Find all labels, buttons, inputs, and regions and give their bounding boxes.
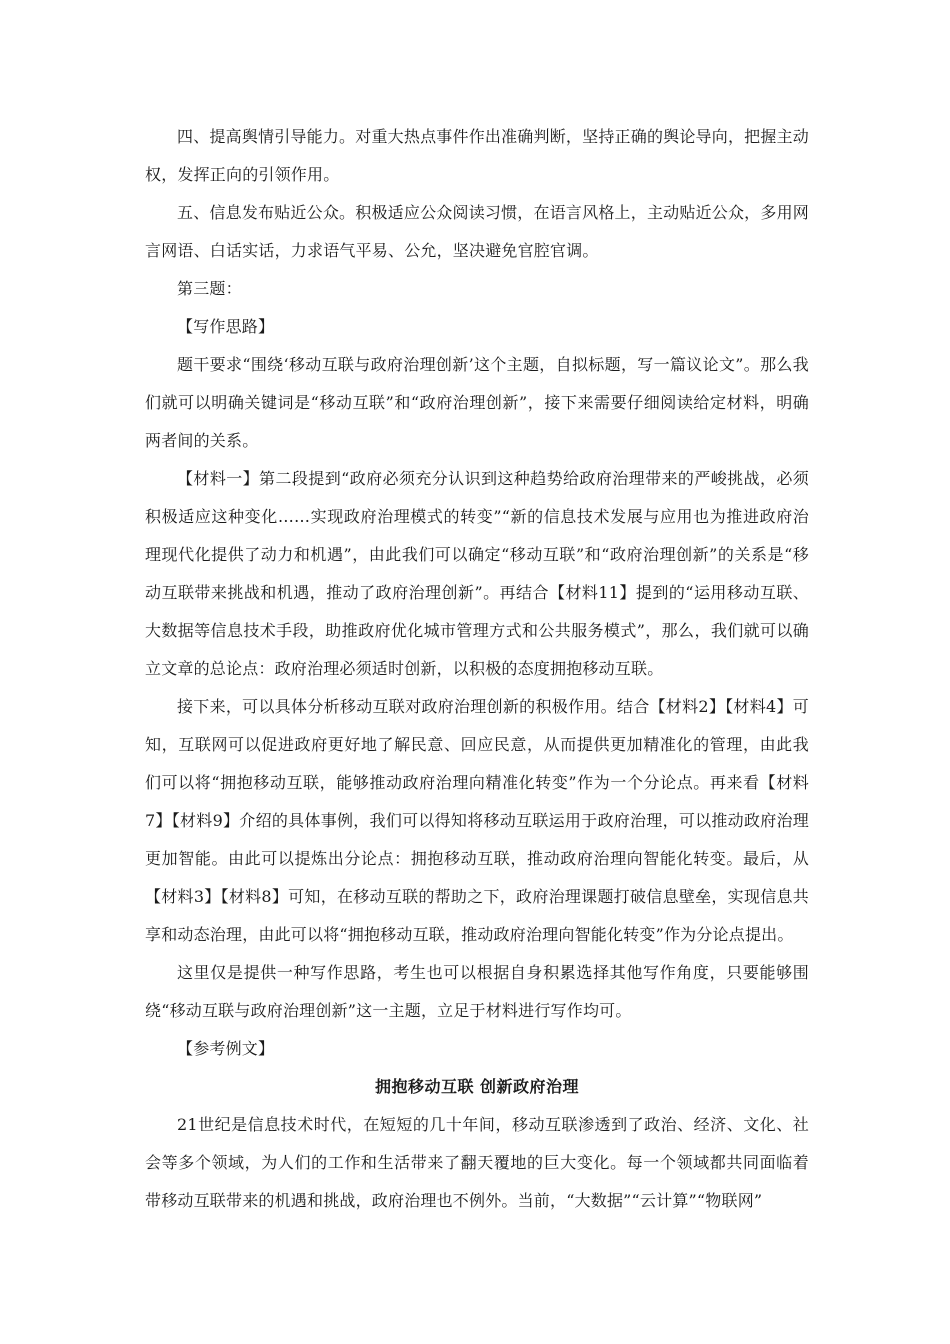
paragraph-prompt-analysis: 题干要求“围绕‘移动互联与政府治理创新’这个主题，自拟标题，写一篇议论文”。那么我们就可以明确关键词是“移动互联”和“政府治理创新”，接下来需要仔细阅读给定材料，明确两者间的关系。 — [145, 355, 809, 450]
reference-essay-heading: 【参考例文】 — [177, 1039, 275, 1058]
paragraph-point-five: 五、信息发布贴近公众。积极适应公众阅读习惯，在语言风格上，主动贴近公众，多用网言网语、白话实话，力求语气平易、公允，坚决避免官腔官调。 — [145, 203, 809, 260]
paragraph-point-four: 四、提高舆情引导能力。对重大热点事件作出准确判断，坚持正确的舆论导向，把握主动权，发挥正向的引领作用。 — [145, 127, 809, 184]
question-three-heading: 第三题： — [177, 279, 242, 298]
paragraph-sub-arguments: 接下来，可以具体分析移动互联对政府治理创新的积极作用。结合【材料2】【材料4】可知，互联网可以促进政府更好地了解民意、回应民意，从而提供更加精准化的管理，由此我们可以将“拥抱移动互联，能够推动政府治理向精准化转变”作为一个分论点。再来看【材料7】【材料9】介绍的具体事例，我们可以得知将移动互联运用于政府治理，可以推动政府治理更加智能。由此可以提炼出分论点：拥抱移动互联，推动政府治理向智能化转变。最后，从【材料3】【材料8】可知，在移动互联的帮助之下，政府治理课题打破信息壁垒，实现信息共享和动态治理，由此可以将“拥抱移动互联，推动政府治理向智能化转变”作为分论点提出。 — [145, 697, 809, 944]
paragraph-essay-opening: 21世纪是信息技术时代，在短短的几十年间，移动互联渗透到了政治、经济、文化、社会等多个领域，为人们的工作和生活带来了翻天覆地的巨大变化。每一个领域都共同面临着带移动互联带来的机遇和挑战，政府治理也不例外。当前，“大数据”“云计算”“物联网” — [145, 1115, 809, 1210]
paragraph-note: 这里仅是提供一种写作思路，考生也可以根据自身积累选择其他写作角度，只要能够围绕“移动互联与政府治理创新”这一主题，立足于材料进行写作均可。 — [145, 963, 809, 1020]
essay-title: 拥抱移动互联 创新政府治理 — [374, 1077, 580, 1096]
document-body — [145, 118, 809, 1220]
writing-approach-heading: 【写作思路】 — [177, 317, 275, 336]
paragraph-material-one: 【材料一】第二段提到“政府必须充分认识到这种趋势给政府治理带来的严峻挑战，必须积极适应这种变化……实现政府治理模式的转变”“新的信息技术发展与应用也为推进政府治理现代化提供了动力和机遇”，由此我们可以确定“移动互联”和“政府治理创新”的关系是“移动互联带来挑战和机遇，推动了政府治理创新”。再结合【材料11】提到的“运用移动互联、大数据等信息技术手段，助推政府优化城市管理方式和公共服务模式”，那么，我们就可以确立文章的总论点：政府治理必须适时创新，以积极的态度拥抱移动互联。 — [145, 469, 809, 678]
